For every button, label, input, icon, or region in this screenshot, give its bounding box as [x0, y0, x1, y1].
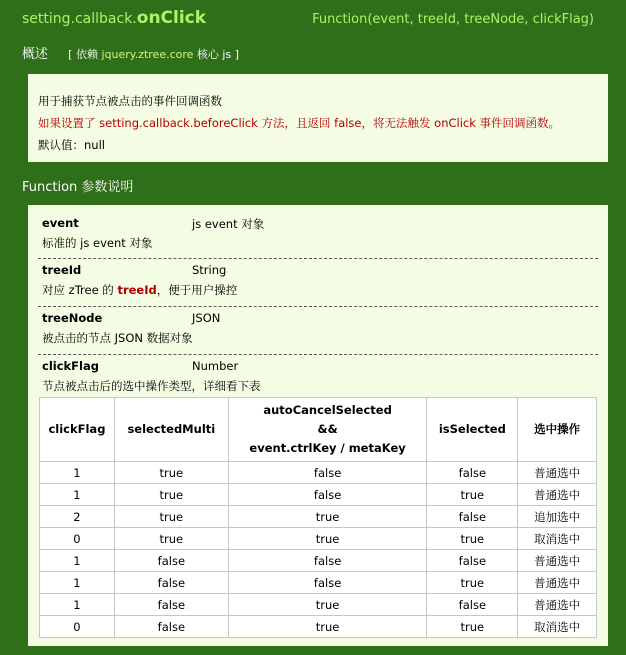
- table-cell: true: [228, 594, 427, 616]
- divider: [38, 354, 598, 355]
- param-type: Number: [192, 359, 239, 373]
- params-section-title: Function 参数说明: [22, 180, 134, 195]
- table-cell: 1: [40, 594, 115, 616]
- table-cell: 1: [40, 462, 115, 484]
- divider: [38, 258, 598, 259]
- table-cell: 普通选中: [518, 572, 597, 594]
- param-desc: 节点被点击后的选中操作类型，详细看下表: [42, 379, 261, 393]
- table-cell: true: [427, 528, 518, 550]
- overview-label: 概述: [22, 47, 49, 62]
- col-isselected: isSelected: [427, 398, 518, 462]
- default-value: 默认值：null: [38, 138, 105, 152]
- param-type: JSON: [192, 311, 221, 325]
- description-line-2: 如果设置了 setting.callback.beforeClick 方法，且返回 false，将无法触发 onClick 事件回调函数。: [38, 116, 561, 130]
- param-name: treeId: [42, 263, 82, 277]
- api-title-name: onClick: [136, 8, 207, 28]
- table-row: [40, 616, 597, 638]
- table-cell: false: [228, 462, 427, 484]
- table-cell: true: [427, 572, 518, 594]
- divider: [38, 306, 598, 307]
- table-cell: false: [114, 616, 228, 638]
- dependency-note: [68, 48, 239, 61]
- page-header: [0, 0, 626, 40]
- col-operation: 选中操作: [518, 398, 597, 462]
- table-cell: 2: [40, 506, 115, 528]
- api-title: [22, 8, 206, 28]
- table-cell: true: [114, 506, 228, 528]
- dependency-close: 核心 js ]: [196, 48, 239, 61]
- table-cell: false: [114, 572, 228, 594]
- table-cell: true: [228, 616, 427, 638]
- table-row: [40, 506, 597, 528]
- param-name: treeNode: [42, 311, 103, 325]
- table-cell: true: [114, 484, 228, 506]
- dependency-open: [ 依赖: [68, 48, 98, 61]
- table-cell: true: [427, 484, 518, 506]
- table-cell: false: [114, 550, 228, 572]
- api-signature: Function(event, treeId, treeNode, clickFlag): [312, 12, 594, 27]
- table-cell: false: [228, 550, 427, 572]
- param-name: event: [42, 216, 79, 230]
- param-desc: 标准的 js event 对象: [42, 236, 153, 250]
- overview-line: [22, 43, 239, 62]
- description-line-1: 用于捕获节点被点击的事件回调函数: [38, 94, 222, 108]
- col-autocancel: autoCancelSelected && event.ctrlKey / metaKey: [228, 398, 427, 462]
- table-row: [40, 528, 597, 550]
- table-cell: true: [427, 616, 518, 638]
- table-cell: 0: [40, 528, 115, 550]
- table-row: [40, 484, 597, 506]
- col-clickflag: clickFlag: [40, 398, 115, 462]
- table-cell: 取消选中: [518, 528, 597, 550]
- table-cell: 1: [40, 572, 115, 594]
- api-title-prefix: setting.callback.: [22, 11, 137, 27]
- description-panel: [28, 74, 608, 162]
- param-treenode: [42, 311, 597, 347]
- table-cell: 普通选中: [518, 462, 597, 484]
- dependency-link[interactable]: jquery.ztree.core: [101, 48, 194, 61]
- table-cell: false: [427, 550, 518, 572]
- table-cell: true: [228, 506, 427, 528]
- param-name: clickFlag: [42, 359, 99, 373]
- treeid-highlight: treeId: [117, 283, 157, 297]
- param-type: js event 对象: [192, 217, 265, 231]
- table-cell: 0: [40, 616, 115, 638]
- table-cell: false: [228, 484, 427, 506]
- param-desc: 被点击的节点 JSON 数据对象: [42, 331, 193, 345]
- table-cell: 普通选中: [518, 484, 597, 506]
- table-cell: 1: [40, 484, 115, 506]
- param-clickflag: [42, 359, 597, 395]
- col-selectedmulti: selectedMulti: [114, 398, 228, 462]
- table-cell: 取消选中: [518, 616, 597, 638]
- table-cell: true: [114, 528, 228, 550]
- table-cell: 普通选中: [518, 550, 597, 572]
- clickflag-table: [39, 397, 597, 638]
- table-cell: true: [114, 462, 228, 484]
- param-type: String: [192, 263, 227, 277]
- table-row: [40, 594, 597, 616]
- table-cell: 追加选中: [518, 506, 597, 528]
- param-event: [42, 216, 597, 252]
- table-cell: 1: [40, 550, 115, 572]
- param-desc: 对应 zTree 的 treeId，便于用户操控: [42, 283, 238, 297]
- table-row: [40, 462, 597, 484]
- table-cell: false: [427, 462, 518, 484]
- table-cell: false: [114, 594, 228, 616]
- table-header-row: [40, 398, 597, 462]
- table-cell: false: [228, 572, 427, 594]
- table-cell: false: [427, 506, 518, 528]
- table-cell: false: [427, 594, 518, 616]
- table-row: [40, 550, 597, 572]
- table-cell: true: [228, 528, 427, 550]
- table-row: [40, 572, 597, 594]
- param-treeid: [42, 263, 597, 299]
- table-cell: 普通选中: [518, 594, 597, 616]
- params-panel: [28, 205, 608, 646]
